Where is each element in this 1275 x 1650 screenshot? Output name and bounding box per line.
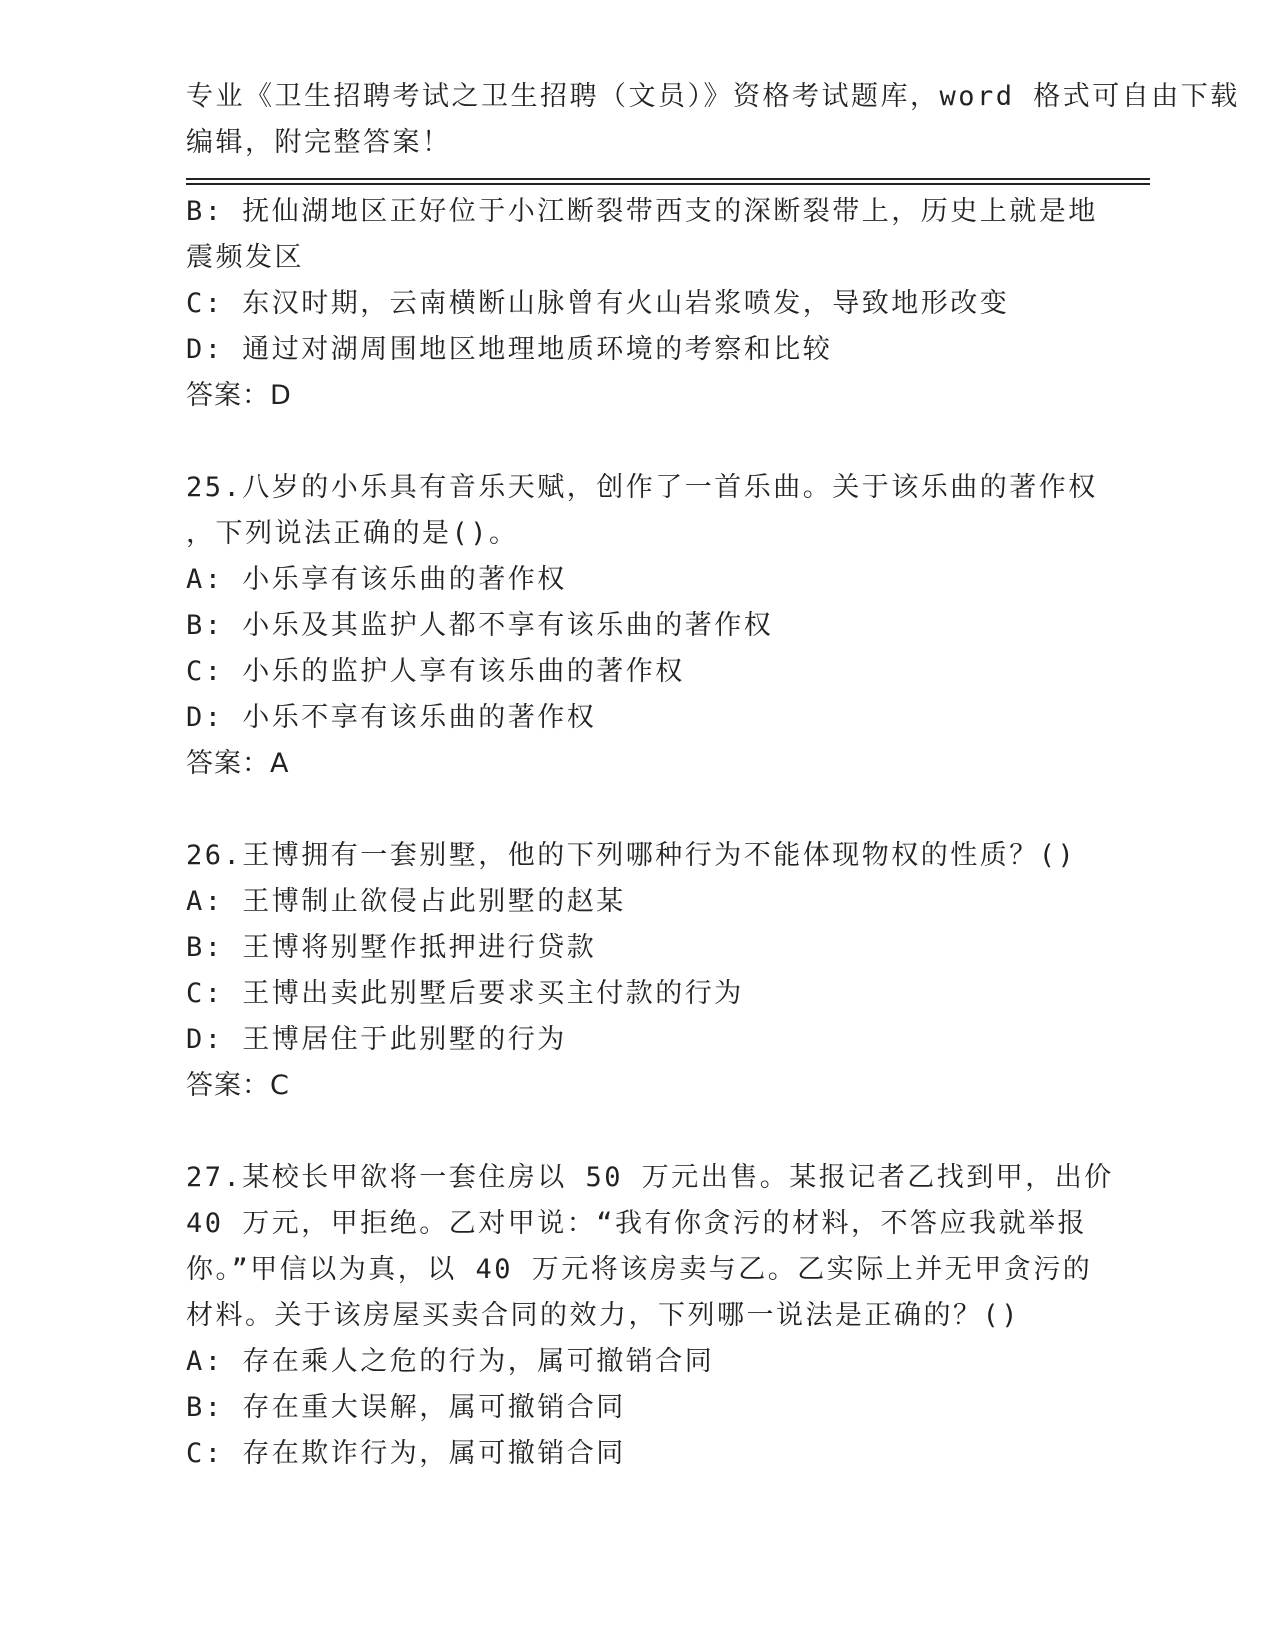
header-line-2: 编辑，附完整答案！ [186, 127, 452, 158]
question-block-24 [186, 189, 1098, 419]
option-b: B: 王博将别墅作抵押进行贷款 [186, 932, 597, 963]
question-block-25 [186, 465, 1098, 787]
option-d: D: 通过对湖周围地区地理地质环境的考察和比较 [186, 334, 833, 365]
header-divider-top [186, 178, 1150, 180]
answer-label: 答案：D [186, 380, 292, 411]
question-stem: 26.王博拥有一套别墅，他的下列哪种行为不能体现物权的性质？() [186, 840, 1077, 871]
option-a: A: 小乐享有该乐曲的著作权 [186, 564, 567, 595]
option-d: D: 王博居住于此别墅的行为 [186, 1024, 567, 1055]
option-b-continued: 震频发区 [186, 242, 304, 273]
option-a: A: 王博制止欲侵占此别墅的赵某 [186, 886, 626, 917]
question-stem: 25.八岁的小乐具有音乐天赋，创作了一首乐曲。关于该乐曲的著作权 [186, 472, 1098, 503]
option-b: B: 小乐及其监护人都不享有该乐曲的著作权 [186, 610, 774, 641]
header-divider-bottom [186, 183, 1150, 185]
option-a: A: 存在乘人之危的行为，属可撤销合同 [186, 1346, 715, 1377]
option-d: D: 小乐不享有该乐曲的著作权 [186, 702, 597, 733]
question-stem-continued: 材料。关于该房屋买卖合同的效力，下列哪一说法是正确的？() [186, 1300, 1021, 1331]
spacer [186, 419, 1086, 465]
question-block-27 [186, 1155, 1114, 1477]
question-stem-continued: 你。”甲信以为真，以 40 万元将该房卖与乙。乙实际上并无甲贪污的 [186, 1254, 1093, 1285]
option-b: B: 抚仙湖地区正好位于小江断裂带西支的深断裂带上，历史上就是地 [186, 196, 1098, 227]
question-stem-continued: 40 万元，甲拒绝。乙对甲说：“我有你贪污的材料，不答应我就举报 [186, 1208, 1088, 1239]
question-stem: 27.某校长甲欲将一套住房以 50 万元出售。某报记者乙找到甲，出价 [186, 1162, 1114, 1193]
option-c: C: 东汉时期，云南横断山脉曾有火山岩浆喷发，导致地形改变 [186, 288, 1010, 319]
spacer [186, 1109, 1086, 1155]
answer-label: 答案：C [186, 1070, 290, 1101]
question-block-26 [186, 833, 1086, 1109]
header-line-1: 专业《卫生招聘考试之卫生招聘（文员）》资格考试题库，word 格式可自由下载 [186, 81, 1240, 112]
question-list [186, 189, 1114, 1477]
question-stem-continued: ，下列说法正确的是()。 [186, 518, 519, 549]
option-c: C: 王博出卖此别墅后要求买主付款的行为 [186, 978, 744, 1009]
answer-label: 答案：A [186, 748, 290, 779]
spacer [186, 787, 1086, 833]
option-c: C: 小乐的监护人享有该乐曲的著作权 [186, 656, 685, 687]
option-c: C: 存在欺诈行为，属可撤销合同 [186, 1438, 626, 1469]
document-header [186, 74, 1240, 166]
option-b: B: 存在重大误解，属可撤销合同 [186, 1392, 626, 1423]
